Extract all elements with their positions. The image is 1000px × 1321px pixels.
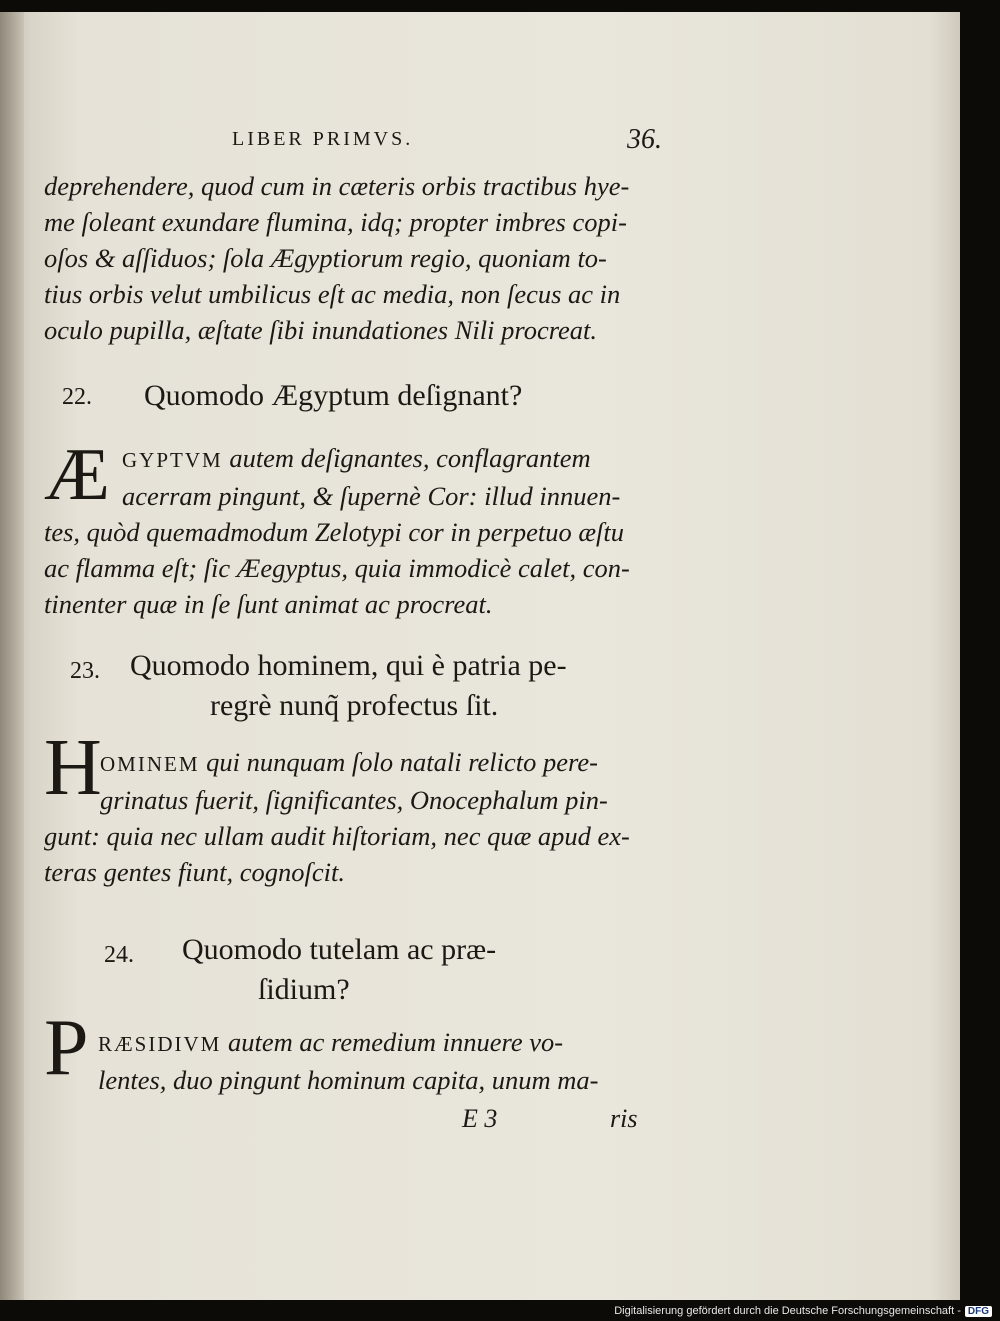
signature-mark: E 3 [462, 1104, 498, 1133]
text-line: acerram pingunt, & ſupernè Cor: illud innuen- [122, 481, 621, 511]
catchword: ris [610, 1104, 638, 1133]
section-number: 22. [62, 384, 92, 410]
text-fragment: qui nunquam ſolo natali relicto pere- [199, 747, 598, 777]
text-line [44, 440, 654, 478]
small-caps: OMINEM [100, 752, 200, 776]
text-line: deprehendere, quod cum in cæteris orbis tractibus hye- [44, 171, 630, 201]
page-gutter [0, 12, 24, 1300]
text-line: oſos & aſſiduos; ſola Ægyptiorum regio, quoniam to- [44, 243, 607, 273]
section-heading [130, 646, 567, 726]
page-number: 36. [627, 124, 662, 155]
text-line: tes, quòd quemadmodum Zelotypi cor in perpetuo æſtu [44, 517, 624, 547]
small-caps: GYPTVM [122, 448, 223, 472]
section-number: 23. [70, 658, 100, 684]
heading-line: regrè nunq̃ profectus ſit. [210, 689, 499, 722]
section-number: 24. [104, 942, 134, 968]
intro-paragraph [44, 168, 654, 348]
drop-cap: P [44, 1004, 89, 1092]
text-line: oculo pupilla, æſtate ſibi inundationes Nili procreat. [44, 315, 598, 345]
text-line: me ſoleant exundare flumina, idq; propter imbres copi- [44, 207, 627, 237]
digitization-credit [614, 1305, 992, 1317]
heading-line: ſidium? [258, 973, 350, 1006]
heading-line: Quomodo tutelam ac præ- [182, 933, 497, 966]
heading-line: Quomodo hominem, qui è patria pe- [130, 649, 567, 682]
section-23-paragraph [44, 724, 654, 890]
text-line: tinenter quæ in ſe ſunt animat ac procreat. [44, 589, 493, 619]
section-22-paragraph [44, 434, 654, 622]
small-caps: RÆSIDIVM [98, 1032, 222, 1056]
section-24-paragraph [44, 1004, 654, 1098]
section-heading: Quomodo Ægyptum deſignant? [144, 379, 523, 412]
text-fragment: autem ac remedium innuere vo- [221, 1027, 564, 1057]
running-header [232, 124, 662, 164]
text-line: grinatus fuerit, ſignificantes, Onocephalum pin- [100, 785, 608, 815]
section-heading [182, 930, 496, 1010]
text-line: lentes, duo pingunt hominum capita, unum ma- [98, 1065, 599, 1095]
text-line: tius orbis velut umbilicus eſt ac media, non ſecus ac in [44, 279, 621, 309]
credit-text: Digitalisierung gefördert durch die Deutsche Forschungsgemeinschaft - [614, 1305, 961, 1317]
dfg-logo: DFG [965, 1306, 992, 1317]
drop-cap: Æ [44, 434, 110, 516]
running-title: LIBER PRIMVS. [232, 128, 414, 150]
drop-cap: H [44, 724, 102, 812]
text-line: teras gentes fiunt, cognoſcit. [44, 857, 346, 887]
text-line [44, 744, 654, 782]
text-fragment: autem deſignantes, conflagrantem [222, 443, 591, 473]
text-line [44, 1024, 654, 1062]
text-line: gunt: quia nec ullam audit hiſtoriam, nec quæ apud ex- [44, 821, 630, 851]
text-line: ac flamma eſt; ſic Æegyptus, quia immodicè calet, con- [44, 553, 630, 583]
